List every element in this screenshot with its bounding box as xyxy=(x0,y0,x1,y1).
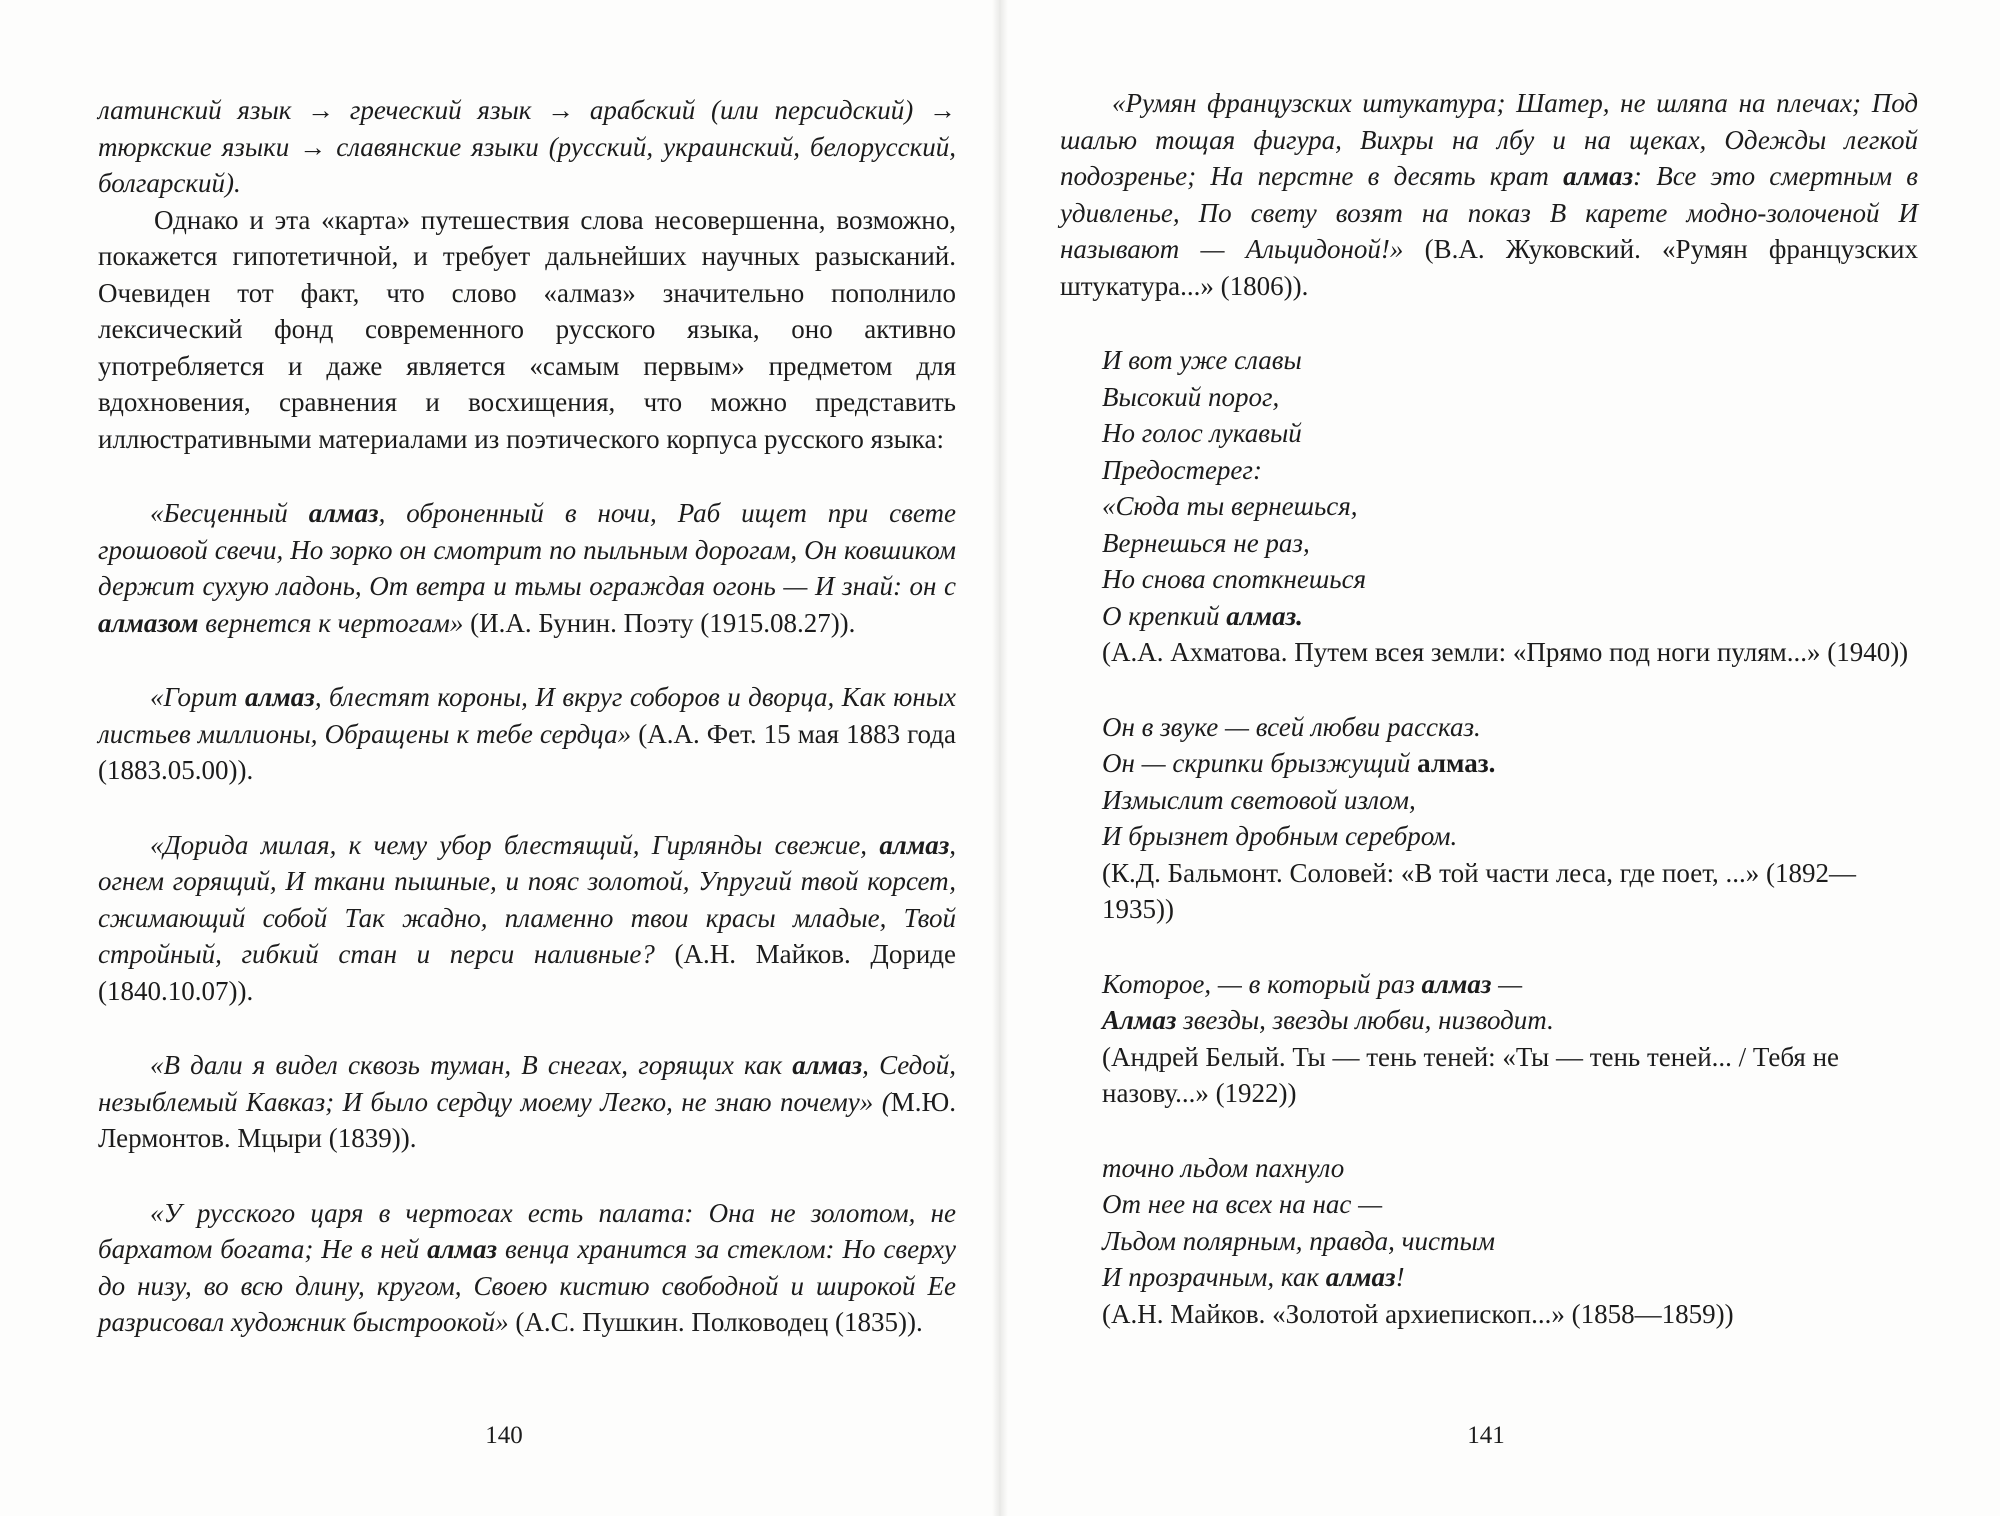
book-gutter xyxy=(992,0,1008,1516)
page-right xyxy=(1008,0,2000,1516)
keyword-almaz: алмаз xyxy=(879,829,950,860)
keyword-almaz: алмаз xyxy=(1563,161,1633,191)
keyword-almaz: алмаз xyxy=(1421,968,1492,999)
quote-bunin: «Бесценный алмаз, оброненный в ночи, Раб ищет при свете грошовой свечи, Но зорко он смотрит по пыльным дорогам, Он ковшиком держит сухую ладонь, От ветра и тьмы ограждая огонь — И знай: он с алмазом вернется к чертогам» (И.А. Бунин. Поэту (1915.08.27)). xyxy=(98,498,956,638)
verse-bely xyxy=(1102,966,1918,1112)
main-paragraph: Однако и эта «карта» путешествия слова несовершенна, возможно, покажется гипотетичной, и требует дальнейших научных разысканий. Очевиден тот факт, что слово «алмаз» значительно пополнило лексический фонд современного русского языка, оно активно употребляется и даже является «самым первым» предметом для вдохновения, сравнения и восхищения, что можно представить иллюстративными материалами из поэтического корпуса русского языка: xyxy=(98,204,956,454)
keyword-almaz: алмаз xyxy=(792,1050,863,1080)
verse-line: Льдом полярным, правда, чистым xyxy=(1102,1225,1495,1256)
verse-line: Но снова споткнешься xyxy=(1102,564,1367,594)
quote-maikov-doride: «Дорида милая, к чему убор блестящий, Гирлянды свежие, алмаз, огнем горящий, И ткани пышные, и пояс золотой, Упругий твой корсет, сжимающий собой Так жадно, пламенно твои красы младые, Твой стройный, гибкий стан и перси наливные? (А.Н. Майков. Дориде (1840.10.07)). xyxy=(98,829,956,1006)
keyword-almaz: алмаз xyxy=(427,1234,498,1264)
keyword-almaz: алмаз xyxy=(1325,1262,1396,1292)
quote-zhukovsky: «Румян французских штукатура; Шатер, не шляпа на плечах; Под шалью тощая фигура, Вихры на лбу и на щеках, Одежды легкой подозренье; На перстне в десять крат алмаз: Все это смертным в удивленье, По свету возят на показ В карете модно-золоченой И называют — Альцидоной!» (В.А. Жуковский. «Румян французских штукатура...» (1806)). xyxy=(1060,88,1918,301)
quote-source: (И.А. Бунин. Поэту (1915.08.27)). xyxy=(463,607,856,638)
quote-lermontov: «В дали я видел сквозь туман, В снегах, горящих как алмаз, Седой, незыблемый Кавказ; И было сердцу моему Легко, не знаю почему» (М.Ю. Лермонтов. Мцыри (1839)). xyxy=(98,1050,956,1153)
quote-source: (А.Н. Майков. Дориде (1840.10.07)). xyxy=(98,939,956,1006)
verse-line: И прозрачным, как алмаз! xyxy=(1102,1262,1405,1292)
verse-line: Но голос лукавый xyxy=(1102,418,1302,448)
verse-line: От нее на всех на нас — xyxy=(1102,1189,1383,1219)
verse-source: (Андрей Белый. Ты — тень теней: «Ты — тень теней... / Тебя не назову...» (1922)) xyxy=(1102,1041,1840,1108)
quote-source: (А.С. Пушкин. Полководец (1835)). xyxy=(508,1307,923,1337)
verse-line: Предостерег: xyxy=(1102,454,1262,485)
quote-source: (А.А. Фет. 15 мая 1883 года (1883.05.00)). xyxy=(98,718,956,785)
keyword-almaz: алмаз. xyxy=(1417,748,1496,778)
verse-source: (А.Н. Майков. «Золотой архиепископ...» (1858—1859)) xyxy=(1102,1298,1734,1329)
page-number: 141 xyxy=(1467,1422,1505,1449)
verse-balmont xyxy=(1102,709,1918,928)
verse-line: Высокий порог, xyxy=(1102,381,1280,412)
verse-line: Он — скрипки брызжущий алмаз. xyxy=(1102,748,1496,778)
right-text-block xyxy=(1060,85,1918,1332)
keyword-almaz: алмаз xyxy=(308,498,379,528)
keyword-almaz: Алмаз xyxy=(1102,1005,1177,1035)
quote-source: (В.А. Жуковский. «Румян французских штукатура...» (1806)). xyxy=(1060,234,1918,301)
quote-fet: «Горит алмаз, блестят короны, И вкруг соборов и дворца, Как юных листьев миллионы, Обращены к тебе сердца» (А.А. Фет. 15 мая 1883 года (1883.05.00)). xyxy=(98,682,956,785)
verse-line: О крепкий алмаз. xyxy=(1102,600,1303,631)
verse-line: Измыслит световой излом, xyxy=(1102,784,1416,815)
verse-line: точно льдом пахнуло xyxy=(1102,1152,1345,1183)
keyword-almaz: алмаз xyxy=(244,682,315,712)
left-text-block xyxy=(98,92,956,1341)
verse-line: И брызнет дробным серебром. xyxy=(1102,821,1458,851)
verse-line: Он в звуке — всей любви рассказ. xyxy=(1102,711,1481,742)
verse-line: Алмаз звезды, звезды любви, низводит. xyxy=(1102,1005,1554,1035)
verse-line: «Сюда ты вернешься, xyxy=(1102,491,1358,521)
verse-maikov xyxy=(1102,1150,1918,1333)
verse-line: Вернешься не раз, xyxy=(1102,527,1310,558)
verse-akhmatova xyxy=(1102,342,1918,671)
keyword-almazom: алмазом xyxy=(98,607,199,638)
page-left xyxy=(0,0,992,1516)
keyword-almaz: алмаз. xyxy=(1226,600,1303,631)
quote-pushkin: «У русского царя в чертогах есть палата: Она не золотом, не бархатом богата; Не в ней алмаз венца хранится за стеклом: Но сверху до низу, во всю длину, кругом, Своею кистию свободной и широкой Ее разрисовал художник быстроокой» (А.С. Пушкин. Полководец (1835)). xyxy=(98,1197,957,1337)
page-number: 140 xyxy=(485,1422,523,1449)
language-chain: латинский язык → греческий язык → арабский (или персидский) → тюркские языки → славянские языки (русский, украинский, белорусский, болгарский). xyxy=(98,95,956,198)
verse-line: И вот уже славы xyxy=(1102,345,1302,375)
verse-source: (А.А. Ахматова. Путем всея земли: «Прямо под ноги пулям...» (1940)) xyxy=(1102,637,1909,667)
verse-source: (К.Д. Бальмонт. Соловей: «В той части леса, где поет, ...» (1892—1935)) xyxy=(1102,857,1856,924)
quote-source: М.Ю. Лермонтов. Мцыри (1839)). xyxy=(98,1086,956,1153)
verse-line: Которое, — в который раз алмаз — xyxy=(1102,968,1523,999)
